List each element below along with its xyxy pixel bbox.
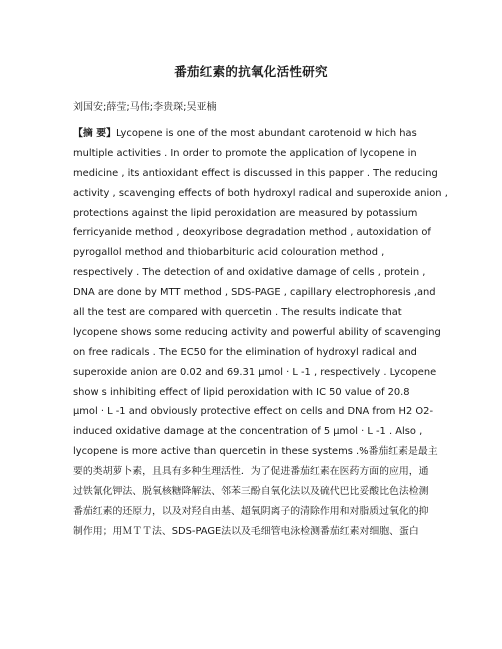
abstract-line: DNA are done by MTT method , SDS-PAGE , capillary electrophoresis ,and: [73, 287, 436, 299]
abstract-line: induced oxidative damage at the concentration of 5 μmol · L -1 . Also ,: [73, 426, 423, 438]
abstract-line: on free radicals . The EC50 for the elimination of hydroxyl radical and: [73, 346, 417, 358]
abstract-line: medicine , its antioxidant effect is discussed in this papper . The reducing: [73, 167, 438, 179]
abstract-line: 过铁氰化钾法、脱氧核糖降解法、邻苯三酚自氧化法以及硫代巴比妥酸比色法检测: [73, 486, 429, 498]
abstract-line: lycopene is more active than quercetin in these systems .%番茄红素是最主: [73, 446, 438, 458]
abstract-line: respectively . The detection of and oxidative damage of cells , protein ,: [73, 267, 426, 279]
abstract-line: show s inhibiting effect of lipid peroxidation with IC 50 value of 20.8: [73, 386, 410, 398]
abstract-line: pyrogallol method and thiobarbituric acid colouration method ,: [73, 247, 385, 259]
abstract-line: 【摘 要】Lycopene is one of the most abundant carotenoid w hich has: [73, 128, 417, 139]
abstract-line: protections against the lipid peroxidation are measured by potassium: [73, 207, 418, 219]
abstract-line: all the test are compared with quercetin . The results indicate that: [73, 307, 402, 319]
abstract-line: ferricyanide method , deoxyribose degradation method , autoxidation of: [73, 227, 431, 239]
abstract-line: lycopene shows some reducing activity and powerful ability of scavenging: [73, 326, 441, 338]
abstract-label: 【摘 要】: [73, 128, 116, 139]
abstract-line: superoxide anion are 0.02 and 69.31 μmol · L -1 , respectively . Lycopene: [73, 366, 437, 378]
abstract-line: multiple activities . In order to promote the application of lycopene in: [73, 147, 417, 159]
abstract-line: 要的类胡萝卜素，且具有多种生理活性．为了促进番茄红素在医药方面的应用，通: [73, 466, 429, 478]
paper-title: 番茄红素的抗氧化活性研究: [174, 64, 328, 79]
abstract-line: 番茄红素的还原力，以及对羟自由基、超氧阴离子的清除作用和对脂质过氧化的抑: [73, 505, 429, 517]
abstract-line: activity , scavenging effects of both hydroxyl radical and superoxide anion ,: [73, 187, 448, 199]
abstract-line: 制作用；用ＭＴＴ法、SDS-PAGE法以及毛细管电泳检测番茄红素对细胞、蛋白: [73, 525, 419, 537]
abstract-line: μmol · L -1 and obviously protective effect on cells and DNA from H2 O2-: [73, 406, 434, 418]
abstract-body: [73, 124, 448, 542]
author-list: 刘国安;薛莹;马伟;李贵琛;吴亚楠: [73, 102, 217, 113]
